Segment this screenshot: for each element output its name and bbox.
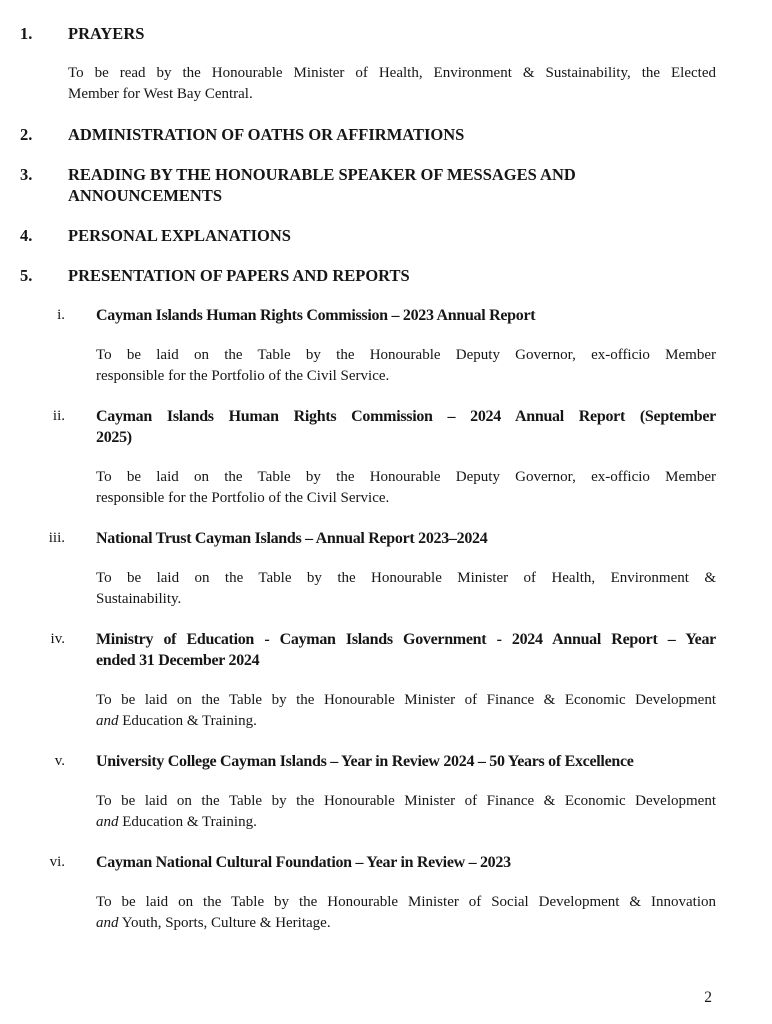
- item-number: 3.: [20, 165, 33, 184]
- paragraph-line: [96, 589, 716, 610]
- sub-item-number: ii.: [52, 408, 65, 424]
- item-content: [68, 23, 716, 105]
- text-run: To be laid on the Table by the Honourable Deputy Governor, ex-officio Member: [96, 469, 716, 485]
- item-number: 4.: [20, 226, 33, 245]
- agenda-item: [20, 265, 716, 286]
- paragraph-line: [68, 63, 716, 84]
- item-number: 2.: [20, 125, 33, 144]
- sub-item-title-line: Ministry of Education - Cayman Islands Government - 2024 Annual Report – Year: [96, 631, 716, 648]
- sub-item-title-line: University College Cayman Islands – Year in Review 2024 – 50 Years of Excellence: [96, 753, 634, 770]
- agenda-item: [20, 164, 716, 206]
- emphasis-text: and: [96, 713, 119, 729]
- text-run: To be laid on the Table by the Honourable Minister of Social Development & Innovation: [96, 894, 716, 910]
- paragraph-line: [96, 812, 716, 833]
- sub-item: [20, 852, 716, 934]
- text-run: responsible for the Portfolio of the Civil Service.: [96, 368, 390, 384]
- sub-item-number: vi.: [49, 854, 65, 870]
- sub-item: [20, 406, 716, 509]
- sub-item-title-line: ended 31 December 2024: [96, 652, 260, 669]
- sub-item-title-line: Cayman Islands Human Rights Commission – 2024 Annual Report (September: [96, 408, 716, 425]
- paragraph-line: [96, 791, 716, 812]
- paragraph-line: [96, 711, 716, 732]
- sub-item-content: [96, 305, 716, 387]
- item-number: 5.: [20, 266, 33, 285]
- paragraph-line: [96, 690, 716, 711]
- paragraph-line: [68, 84, 716, 105]
- sub-item-title: [96, 305, 716, 326]
- paragraph-line: [96, 467, 716, 488]
- item-paragraph: [96, 892, 716, 934]
- item-paragraph: [96, 791, 716, 833]
- sub-item-title: [96, 852, 716, 873]
- text-run: To be laid on the Table by the Honourable Minister of Finance & Economic Development: [96, 692, 716, 708]
- sub-item-title: [96, 751, 716, 772]
- item-title: [68, 225, 716, 246]
- paragraph-line: [96, 913, 716, 934]
- text-run: To be read by the Honourable Minister of Health, Environment & Sustainability, the Elected: [68, 65, 716, 81]
- sub-item: [20, 305, 716, 387]
- sub-item-title-line: National Trust Cayman Islands – Annual Report 2023–2024: [96, 530, 488, 547]
- sub-item-title: [96, 528, 716, 549]
- agenda-item: [20, 23, 716, 105]
- item-paragraph: [96, 690, 716, 732]
- agenda-item: [20, 225, 716, 246]
- agenda-item: [20, 124, 716, 145]
- text-run: Youth, Sports, Culture & Heritage.: [118, 915, 331, 931]
- paragraph-line: [96, 366, 716, 387]
- item-paragraph: [68, 63, 716, 105]
- sub-item: [20, 751, 716, 833]
- item-paragraph: [96, 568, 716, 610]
- agenda-list: [20, 23, 716, 934]
- item-content: [68, 225, 716, 246]
- item-title-line: ANNOUNCEMENTS: [68, 186, 223, 205]
- paragraph-line: [96, 568, 716, 589]
- text-run: To be laid on the Table by the Honourable Deputy Governor, ex-officio Member: [96, 347, 716, 363]
- item-title: [68, 265, 716, 286]
- sub-item-title: [96, 629, 716, 671]
- item-title-line: PERSONAL EXPLANATIONS: [68, 226, 291, 245]
- sub-item-number: i.: [57, 307, 65, 323]
- sub-item-content: [96, 406, 716, 509]
- page-number: 2: [704, 989, 712, 1006]
- text-run: To be laid on the Table by the Honourable Minister of Health, Environment &: [96, 570, 716, 586]
- item-paragraph: [96, 467, 716, 509]
- sub-item-content: [96, 852, 716, 934]
- text-run: To be laid on the Table by the Honourable Minister of Finance & Economic Development: [96, 793, 716, 809]
- item-paragraph: [96, 345, 716, 387]
- sub-item-title-line: Cayman Islands Human Rights Commission – 2023 Annual Report: [96, 307, 536, 324]
- text-run: responsible for the Portfolio of the Civil Service.: [96, 490, 390, 506]
- sub-item-title-line: 2025): [96, 429, 132, 446]
- text-run: Member for West Bay Central.: [68, 86, 253, 102]
- item-title: [68, 23, 716, 44]
- item-number: 1.: [20, 24, 33, 43]
- item-content: [68, 164, 716, 206]
- item-title-line: READING BY THE HONOURABLE SPEAKER OF MESSAGES AND: [68, 165, 576, 184]
- paragraph-line: [96, 892, 716, 913]
- sub-item-number: iii.: [48, 530, 65, 546]
- item-title-line: ADMINISTRATION OF OATHS OR AFFIRMATIONS: [68, 125, 465, 144]
- sub-item-title-line: Cayman National Cultural Foundation – Year in Review – 2023: [96, 854, 511, 871]
- emphasis-text: and: [96, 915, 119, 931]
- sub-item-content: [96, 528, 716, 610]
- item-title-line: PRAYERS: [68, 24, 145, 43]
- sub-item-number: iv.: [50, 631, 65, 647]
- item-title-line: PRESENTATION OF PAPERS AND REPORTS: [68, 266, 410, 285]
- sub-item: [20, 629, 716, 732]
- text-run: Education & Training.: [118, 713, 257, 729]
- item-title: [68, 124, 716, 145]
- paragraph-line: [96, 345, 716, 366]
- text-run: Sustainability.: [96, 591, 182, 607]
- sub-item-content: [96, 629, 716, 732]
- emphasis-text: and: [96, 814, 119, 830]
- item-content: [68, 265, 716, 286]
- text-run: Education & Training.: [118, 814, 257, 830]
- item-title: [68, 164, 716, 206]
- sub-item-number: v.: [54, 753, 65, 769]
- item-content: [68, 124, 716, 145]
- paragraph-line: [96, 488, 716, 509]
- sub-item-title: [96, 406, 716, 448]
- sub-item: [20, 528, 716, 610]
- sub-item-content: [96, 751, 716, 833]
